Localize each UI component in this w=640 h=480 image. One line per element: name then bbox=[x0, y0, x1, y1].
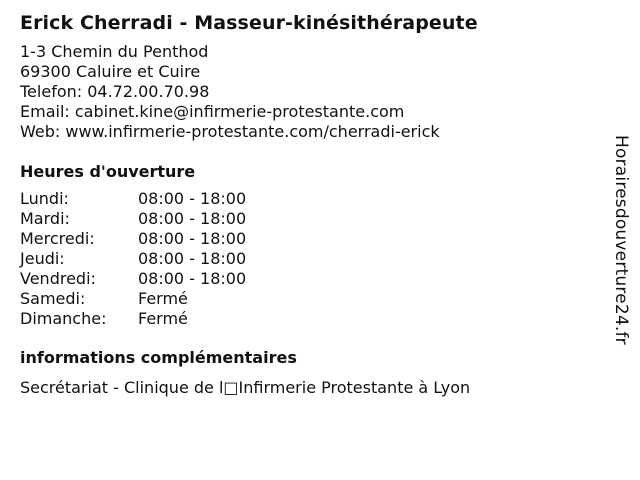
day-hours: Fermé bbox=[138, 289, 188, 308]
additional-info-heading: informations complémentaires bbox=[20, 348, 297, 367]
day-hours: 08:00 - 18:00 bbox=[138, 209, 247, 228]
day-label: Jeudi: bbox=[20, 249, 65, 268]
day-hours: 08:00 - 18:00 bbox=[138, 189, 247, 208]
day-label: Dimanche: bbox=[20, 309, 107, 328]
day-hours: 08:00 - 18:00 bbox=[138, 269, 247, 288]
day-label: Lundi: bbox=[20, 189, 69, 208]
address-street: 1-3 Chemin du Penthod bbox=[20, 42, 209, 61]
hours-row-mardi bbox=[20, 209, 246, 229]
day-label: Vendredi: bbox=[20, 269, 96, 288]
day-hours: Fermé bbox=[138, 309, 188, 328]
opening-hours-table bbox=[20, 189, 246, 329]
contact-block bbox=[20, 42, 600, 142]
hours-row-dimanche bbox=[20, 309, 246, 329]
hours-row-lundi bbox=[20, 189, 246, 209]
address-city: 69300 Caluire et Cuire bbox=[20, 62, 201, 81]
site-watermark: Horairesdouverture24.fr bbox=[611, 135, 631, 345]
listing-card bbox=[20, 10, 600, 398]
hours-row-mercredi bbox=[20, 229, 246, 249]
hours-row-jeudi bbox=[20, 249, 246, 269]
day-hours: 08:00 - 18:00 bbox=[138, 229, 247, 248]
phone-line: Telefon: 04.72.00.70.98 bbox=[20, 82, 210, 101]
additional-info-text: Secrétariat - Clinique de l□Infirmerie Protestante à Lyon bbox=[20, 378, 471, 397]
page-title: Erick Cherradi - Masseur-kinésithérapeute bbox=[20, 12, 478, 34]
day-label: Samedi: bbox=[20, 289, 86, 308]
hours-row-samedi bbox=[20, 289, 246, 309]
day-hours: 08:00 - 18:00 bbox=[138, 249, 247, 268]
website-line: Web: www.infirmerie-protestante.com/cherradi-erick bbox=[20, 122, 440, 141]
hours-row-vendredi bbox=[20, 269, 246, 289]
opening-hours-heading: Heures d'ouverture bbox=[20, 162, 196, 181]
email-line: Email: cabinet.kine@infirmerie-protestante.com bbox=[20, 102, 405, 121]
day-label: Mardi: bbox=[20, 209, 70, 228]
day-label: Mercredi: bbox=[20, 229, 95, 248]
